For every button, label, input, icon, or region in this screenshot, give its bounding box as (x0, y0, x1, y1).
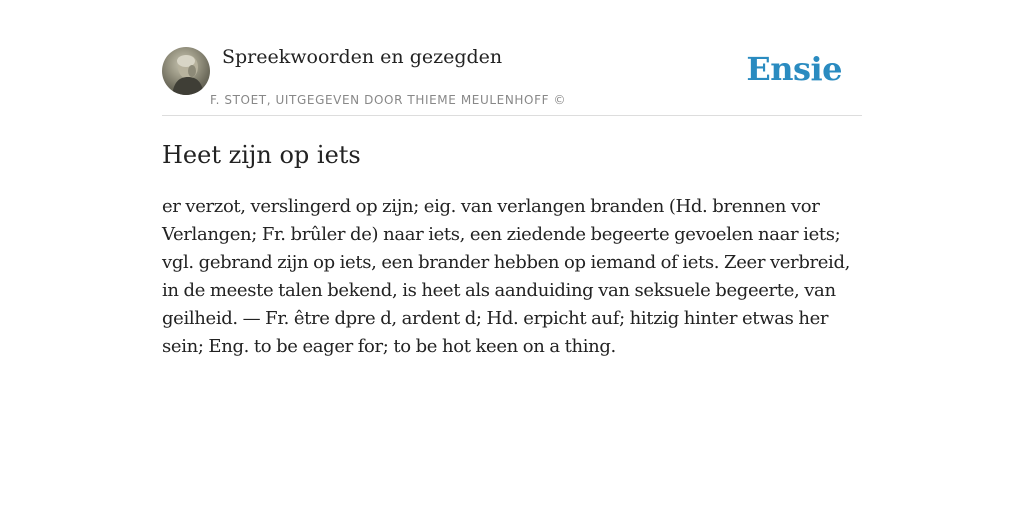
entry-card (162, 40, 862, 361)
source-header (162, 40, 862, 116)
entry-title: Heet zijn op iets (162, 141, 361, 169)
source-title[interactable]: Spreekwoorden en gezegden (222, 46, 503, 68)
author-portrait-icon (162, 47, 210, 95)
ensie-logo-link[interactable]: Ensie (746, 50, 842, 88)
source-credit: F. STOET, UITGEGEVEN DOOR THIEME MEULENHOFF © (210, 93, 567, 107)
entry-body: er verzot, verslingerd op zijn; eig. van verlangen branden (Hd. brennen vor Verlangen; Fr. brûler de) naar iets, een ziedende begeerte gevoelen naar iets; vgl. gebrand zijn op iets, een brander hebben op iemand of iets. Zeer verbreid, in de meeste talen bekend, is heet als aanduiding van seksuele begeerte, van geilheid. — Fr. être dpre d, ardent d; Hd. erpicht auf; hitzig hinter etwas her sein; Eng. to be eager for; to be hot keen on a thing. (162, 196, 850, 357)
